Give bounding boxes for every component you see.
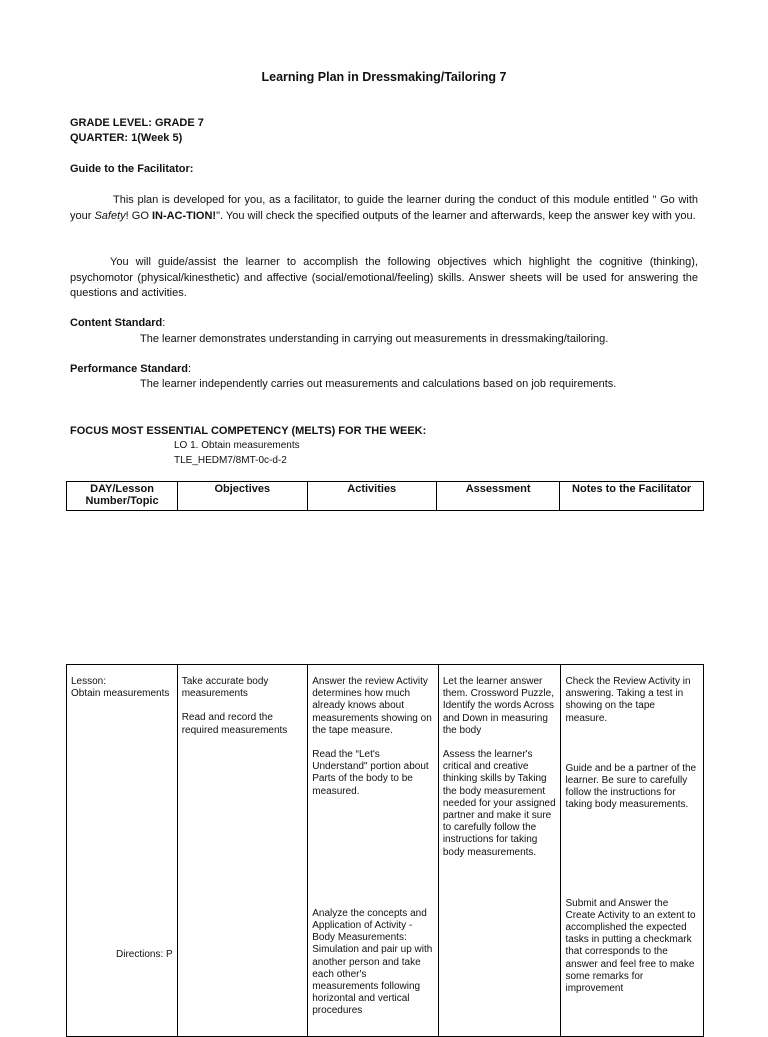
objectives-cell: [177, 665, 308, 1037]
note-item: Submit and Answer the Create Activity to an extent to accomplished the expected tasks in putting a checkmark that corresponds to the answer and feel free to make some remarks for improvement: [565, 897, 696, 995]
guide-heading: Guide to the Facilitator:: [70, 163, 194, 175]
guide-p1-text-c: ". You will check the specified outputs of the learner and afterwards, keep the answer key with you.: [216, 209, 696, 222]
activity-item: Read the “Let's Understand" portion about Parts of the body to be measured.: [312, 749, 429, 797]
content-standard-text: The learner demonstrates understanding in carrying out measurements in dressmaking/tailoring.: [140, 333, 609, 345]
guide-p1-italic: Safety: [94, 209, 126, 222]
learning-outcome: LO 1. Obtain measurements: [174, 440, 300, 451]
lesson-cell: [67, 665, 178, 1037]
header-activities: Activities: [307, 482, 436, 511]
assessment-item: Let the learner answer them. Crossword Puzzle, Identify the words Across and Down in measuring the body: [442, 676, 554, 736]
activity-item: Analyze the concepts and Application of Activity - Body Measurements: Simulation and pair up with another person and take each other's measurements following horizontal and vertical procedures: [312, 907, 433, 1017]
quarter: QUARTER: 1(Week 5): [70, 132, 183, 144]
plan-header-table: [66, 481, 704, 511]
document-title: Learning Plan in Dressmaking/Tailoring 7: [261, 70, 507, 84]
lesson-directions: Directions: P: [116, 949, 173, 961]
header-notes: Notes to the Facilitator: [560, 482, 704, 511]
guide-p1-text-b: ! GO: [125, 209, 152, 222]
content-standard-label: Content Standard: [70, 317, 163, 329]
guide-paragraph-2: You will guide/assist the learner to accomplish the following objectives which highlight the cognitive (thinking), psychomotor (physical/kinesthetic) and affective (social/emotional/feeling) skills. Answer sheets will be used for answering the questions and activities.: [70, 256, 698, 300]
notes-cell: [561, 665, 704, 1037]
lesson-topic: Lesson: Obtain measurements: [71, 676, 170, 700]
performance-standard-heading: Performance Standard:: [70, 363, 192, 375]
activity-item: Answer the review Activity determines how much already knows about measurements showing on the tape measure.: [312, 676, 432, 736]
header-assessment: Assessment: [436, 482, 559, 511]
performance-standard-text: The learner independently carries out measurements and calculations based on job requirements.: [140, 378, 617, 390]
assessment-cell: [438, 665, 561, 1037]
table-header-row: [67, 482, 704, 511]
objective-item: Read and record the required measurements: [181, 712, 288, 736]
note-item: Check the Review Activity in answering. Taking a test in showing on the tape measure.: [565, 676, 691, 724]
guide-p1-bold: IN-AC-TION!: [151, 209, 217, 222]
guide-p1-text-a: This plan is developed for you, as a facilitator, to guide the learner during the conduct of this module entitled " Go with your: [70, 194, 698, 222]
performance-standard-label: Performance Standard: [70, 363, 188, 375]
grade-level: GRADE LEVEL: GRADE 7: [70, 117, 204, 129]
table-row: [67, 665, 704, 1037]
note-item: Guide and be a partner of the learner. Be sure to carefully follow the instructions for taking body measurements.: [565, 762, 697, 811]
activities-cell: [308, 665, 439, 1037]
assessment-item: Assess the learner's critical and creative thinking skills by Taking the body measurement needed for your assigned partner and make it sure to carefully follow the instructions for taking body measurements.: [442, 749, 556, 858]
focus-heading: FOCUS MOST ESSENTIAL COMPETENCY (MELTS) FOR THE WEEK:: [70, 425, 427, 437]
competency-code: TLE_HEDM7/8MT-0c-d-2: [174, 455, 287, 466]
content-standard-heading: Content Standard:: [70, 317, 166, 329]
header-day-lesson: DAY/Lesson Number/Topic: [67, 482, 178, 511]
header-objectives: Objectives: [178, 482, 307, 511]
objective-item: Take accurate body measurements: [181, 676, 269, 700]
plan-body-table: [66, 664, 704, 1037]
guide-paragraph-1: [70, 193, 698, 224]
